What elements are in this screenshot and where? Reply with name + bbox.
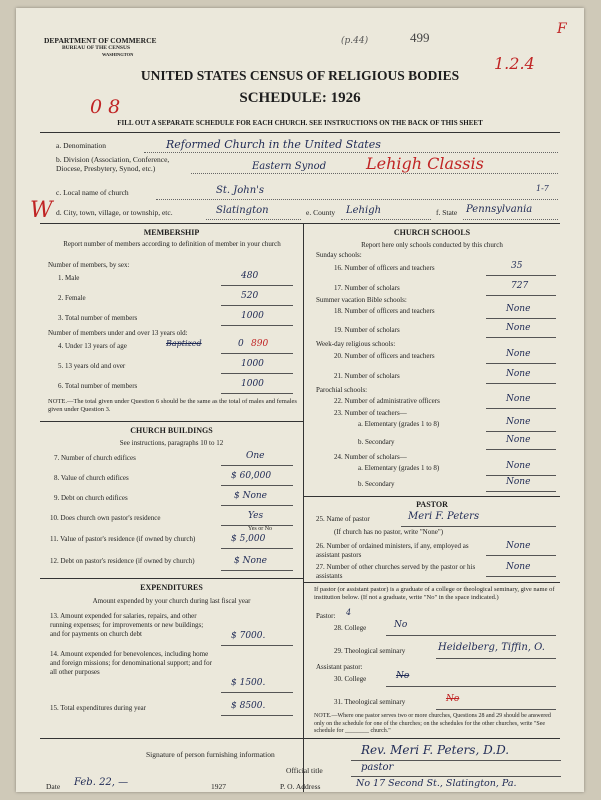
q12-line	[221, 570, 293, 571]
buildings-rule	[40, 421, 303, 422]
red-corner-number: 1.2.4	[494, 54, 535, 73]
q9-line	[221, 505, 293, 506]
q31-seminary: 31. Theological seminary	[334, 698, 406, 706]
q5-over13: 5. 13 years old and over	[58, 362, 126, 370]
weekday-label: Week-day religious schools:	[316, 340, 396, 348]
membership-heading: MEMBERSHIP	[143, 228, 200, 237]
q10-residence: 10. Does church own pastor's residence	[50, 514, 161, 522]
a29-value: Heidelberg, Tiffin, O.	[438, 642, 545, 653]
q31-line	[436, 709, 556, 710]
a3-total: 1000	[241, 311, 264, 321]
q7-edifices: 7. Number of church edifices	[54, 454, 136, 462]
q4-under13: 4. Under 13 years of age	[58, 342, 127, 350]
a2-female: 520	[241, 291, 259, 301]
a14-value: $ 1500.	[231, 678, 266, 688]
corner-mark: F	[557, 21, 567, 37]
q26-assistants: 26. Number of ordained ministers, if any, employed as assistant pastors	[316, 542, 469, 559]
a23a-value: None	[506, 417, 531, 427]
section-rule	[40, 223, 560, 224]
date-year: 1927	[211, 782, 226, 791]
q2-line	[221, 305, 293, 306]
church-name-value: St. John's	[216, 185, 265, 196]
q6-total: 6. Total number of members	[58, 382, 138, 390]
a4-value: 0	[238, 339, 244, 349]
q23a-elementary: a. Elementary (grades 1 to 8)	[358, 420, 440, 428]
date-value: Feb. 22, —	[74, 777, 129, 788]
membership-intro: Report number of members according to definition of member in your church	[63, 240, 281, 248]
q16-sunday-teachers: 16. Number of officers and teachers	[334, 264, 435, 272]
q25-note: (If church has no pastor, write "None")	[334, 528, 444, 536]
q16-line	[486, 275, 556, 276]
q30-college: 30. College	[334, 675, 367, 683]
q25-line	[401, 526, 556, 527]
a10-value: Yes	[248, 511, 264, 521]
a28-value: No	[394, 620, 408, 630]
q4-line	[221, 353, 293, 354]
q1-male: 1. Male	[58, 274, 80, 282]
census-schedule-sheet	[16, 8, 584, 792]
q18-summer-teachers: 18. Number of officers and teachers	[334, 307, 435, 315]
form-title: UNITED STATES CENSUS OF RELIGIOUS BODIES	[140, 68, 460, 83]
a19-value: None	[506, 323, 531, 333]
a25-value: Meri F. Peters	[408, 511, 480, 522]
q30-line	[386, 686, 556, 687]
a27-value: None	[506, 562, 531, 572]
q2-female: 2. Female	[58, 294, 86, 302]
q12-debt-residence: 12. Debt on pastor's residence (if owned by church)	[50, 557, 195, 565]
q22-line	[486, 408, 556, 409]
a31-value: No	[446, 694, 460, 704]
q5-line	[221, 373, 293, 374]
q22-admin-officers: 22. Number of administrative officers	[334, 397, 440, 405]
expenditures-sub: Amount expended by your church during last fiscal year	[92, 597, 251, 605]
county-line	[341, 219, 431, 220]
a30-value: No	[396, 671, 410, 681]
a11-value: $ 5,000	[231, 534, 266, 544]
q1-line	[221, 285, 293, 286]
county-label: e. County	[306, 208, 336, 217]
stamp-number: 499	[410, 30, 430, 45]
summer-label: Summer vacation Bible schools:	[316, 296, 407, 304]
a17-value: 727	[511, 281, 529, 291]
red-left-number: 0 8	[90, 96, 121, 118]
date-label: Date	[46, 782, 61, 791]
fill-out-instruction: FILL OUT A SEPARATE SCHEDULE FOR EACH CHURCH. SEE INSTRUCTIONS ON THE BACK OF THIS SHEET	[117, 119, 483, 127]
q23-teachers: 23. Number of teachers—	[334, 409, 407, 417]
q28-line	[386, 635, 556, 636]
a21-value: None	[506, 369, 531, 379]
a15-value: $ 8500.	[231, 701, 266, 711]
top-rule	[40, 132, 560, 133]
by-age-label: Number of members under and over 13 years old:	[48, 329, 188, 337]
a20-value: None	[506, 349, 531, 359]
signature-line	[351, 760, 561, 761]
division-line	[191, 173, 558, 174]
q21-line	[486, 383, 556, 384]
assistant-label: Assistant pastor:	[316, 663, 363, 671]
pastor-heading: PASTOR	[416, 500, 448, 509]
state-line	[463, 219, 558, 220]
a22-value: None	[506, 394, 531, 404]
q23a-line	[486, 431, 556, 432]
q24b-line	[486, 491, 556, 492]
schools-sub: Report here only schools conducted by this church	[361, 241, 503, 249]
q24a-line	[486, 475, 556, 476]
college-note: If pastor (or assistant pastor) is a graduate of a college or theological seminary, give name of institution below. (If not a graduate, write "No" in the space indicated.)	[314, 586, 555, 602]
pastor-rule	[303, 496, 560, 497]
a26-value: None	[506, 541, 531, 551]
a7-value: One	[246, 451, 265, 461]
a4-struck: Baptized	[166, 339, 202, 348]
q23b-secondary: b. Secondary	[358, 438, 395, 446]
q15-line	[221, 715, 293, 716]
red-margin-mark: W	[30, 198, 53, 223]
bureau-city: WASHINGTON	[102, 51, 134, 57]
pencil-note: (p.44)	[341, 36, 369, 46]
city-label: d. City, town, village, or township, etc.	[56, 208, 173, 217]
by-sex-label: Number of members, by sex:	[48, 261, 130, 269]
state-label: f. State	[436, 208, 458, 217]
a16-value: 35	[511, 261, 523, 271]
denomination-value: Reformed Church in the United States	[166, 138, 381, 151]
pastor-label: Pastor:	[316, 612, 336, 620]
q19-line	[486, 337, 556, 338]
q29-seminary: 29. Theological seminary	[334, 647, 406, 655]
church-name-line	[156, 199, 558, 200]
buildings-sub: See instructions, paragraphs 10 to 12	[119, 439, 224, 447]
q27-line	[486, 576, 556, 577]
city-line	[206, 219, 301, 220]
a5-value: 1000	[241, 359, 264, 369]
pastor-mark: 4	[346, 608, 352, 617]
signature-label: Signature of person furnishing information	[146, 750, 275, 759]
a18-value: None	[506, 304, 531, 314]
state-value: Pennsylvania	[466, 204, 533, 215]
address-value: No 17 Second St., Slatington, Pa.	[356, 778, 517, 789]
church-mark: 1-7	[536, 184, 549, 193]
q18-line	[486, 318, 556, 319]
q14-line	[221, 692, 293, 693]
official-title-label: Official title	[286, 766, 323, 775]
q3-line	[221, 325, 293, 326]
a1-male: 480	[241, 271, 259, 281]
q19-summer-scholars: 19. Number of scholars	[334, 326, 400, 334]
q8-value-edifices: 8. Value of church edifices	[54, 474, 129, 482]
a13-value: $ 7000.	[231, 631, 266, 641]
a6-value: 1000	[241, 379, 264, 389]
q28-college: 28. College	[334, 624, 367, 632]
q11-value-residence: 11. Value of pastor's residence (if owned by church)	[50, 535, 196, 543]
q9-debt-edifices: 9. Debt on church edifices	[54, 494, 128, 502]
q8-line	[221, 485, 293, 486]
buildings-heading: CHURCH BUILDINGS	[130, 426, 213, 435]
q14-benevolences: 14. Amount expended for benevolences, including home and foreign missions; for denominational support; and for all other purposes	[50, 650, 212, 676]
expenditures-rule	[40, 578, 303, 579]
q29-line	[436, 658, 556, 659]
dept-name: DEPARTMENT OF COMMERCE	[44, 36, 157, 45]
a12-value: $ None	[234, 556, 268, 566]
q24b-secondary: b. Secondary	[358, 480, 395, 488]
division-label: b. Division (Association, Conference, Diocese, Presbytery, Synod, etc.)	[56, 155, 170, 173]
denomination-label: a. Denomination	[56, 141, 106, 150]
college-rule	[303, 582, 560, 583]
q6-line	[221, 393, 293, 394]
a23b-value: None	[506, 435, 531, 445]
q26-line	[486, 555, 556, 556]
q21-weekday-scholars: 21. Number of scholars	[334, 372, 400, 380]
sunday-label: Sunday schools:	[316, 251, 362, 259]
footer-rule	[40, 738, 560, 739]
schedule-title: SCHEDULE: 1926	[239, 90, 361, 106]
county-value: Lehigh	[346, 205, 382, 216]
address-label: P. O. Address	[280, 782, 321, 791]
q20-weekday-teachers: 20. Number of officers and teachers	[334, 352, 435, 360]
a9-value: $ None	[234, 491, 268, 501]
pastor-note: NOTE.—Where one pastor serves two or more churches, Questions 28 and 29 should be answered only on the schedule for one of the churches; on the schedules for the other churches, write "See schedule for ________ church."	[314, 713, 551, 734]
department-header	[44, 36, 157, 57]
official-title-value: pastor	[361, 762, 394, 773]
bureau-name: BUREAU OF THE CENSUS	[62, 45, 131, 51]
a24a-value: None	[506, 461, 531, 471]
q7-line	[221, 465, 293, 466]
schools-heading: CHURCH SCHOOLS	[393, 228, 471, 237]
q15-total: 15. Total expenditures during year	[50, 704, 146, 712]
q24a-elementary: a. Elementary (grades 1 to 8)	[358, 464, 440, 472]
q24-scholars: 24. Number of scholars—	[334, 453, 407, 461]
parochial-label: Parochial schools:	[316, 386, 368, 394]
church-name-label: c. Local name of church	[56, 188, 129, 197]
division-red-value: Lehigh Classis	[366, 154, 484, 173]
signature-value: Rev. Meri F. Peters, D.D.	[361, 743, 510, 757]
a4-red-value: 890	[251, 339, 269, 349]
q3-total: 3. Total number of members	[58, 314, 138, 322]
a8-value: $ 60,000	[231, 471, 272, 481]
q17-sunday-scholars: 17. Number of scholars	[334, 284, 400, 292]
q23b-line	[486, 449, 556, 450]
yes-no-caption: Yes or No	[248, 526, 273, 532]
q25-pastor-name: 25. Name of pastor	[316, 515, 370, 523]
expenditures-heading: EXPENDITURES	[140, 583, 203, 592]
q27-other-churches: 27. Number of other churches served by the pastor or his assistants	[316, 563, 476, 580]
division-value: Eastern Synod	[252, 161, 327, 172]
city-value: Slatington	[216, 205, 269, 216]
membership-note: NOTE.—The total given under Question 6 should be the same as the total of males and females given under Question 3.	[48, 398, 297, 414]
q13-line	[221, 645, 293, 646]
denomination-line	[144, 152, 558, 153]
q20-line	[486, 363, 556, 364]
official-title-line	[351, 776, 561, 777]
q13-running-expenses: 13. Amount expended for salaries, repairs, and other running expenses; for improvements or new buildings; and for payments on church debt	[50, 612, 204, 638]
q17-line	[486, 295, 556, 296]
q11-line	[221, 548, 293, 549]
a24b-value: None	[506, 477, 531, 487]
